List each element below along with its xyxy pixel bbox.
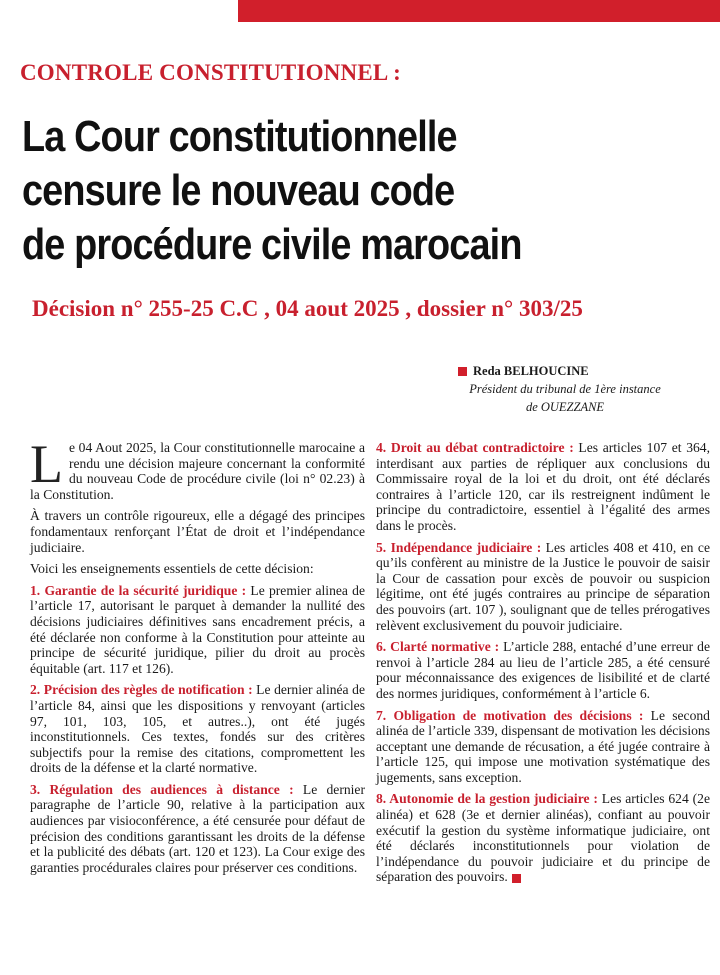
section-1-heading: 1. Garantie de la sécurité juridique : <box>30 582 247 598</box>
author-name: Reda BELHOUCINE <box>473 364 589 378</box>
section-7 <box>376 708 710 786</box>
intro-paragraph-2: À travers un contrôle rigoureux, elle a dégagé des principes fondamentaux renforçant l’État de droit et l’indépendance judiciaire. <box>30 508 365 555</box>
section-3-heading: 3. Régulation des audiences à distance : <box>30 781 294 797</box>
section-4 <box>376 440 710 534</box>
section-6 <box>376 639 710 701</box>
author-role-line-2: de OUEZZANE <box>525 400 605 414</box>
section-6-text: L’article 288, entaché d’une erreur de renvoi à l’article 284 au lieu de l’article 285, a été censuré pour méconnaissance des exigences de lisibilité et de clarté des normes juridiques, conformément à l’article 6. <box>376 639 710 701</box>
intro-text-1: e 04 Aout 2025, la Cour constitutionnelle marocaine a rendu une décision majeure concernant la conformité du nouveau Code de procédure civile (loi n° 02.23) à la Constitution. <box>30 440 365 502</box>
square-bullet-icon <box>458 367 467 376</box>
article-column-right <box>376 440 710 891</box>
drop-cap: L <box>30 434 63 494</box>
section-2-heading: 2. Précision des règles de notification : <box>30 682 253 698</box>
section-7-heading: 7. Obligation de motivation des décisions : <box>376 707 644 723</box>
section-5 <box>376 540 710 634</box>
section-3 <box>30 782 365 876</box>
section-7-text: Le second alinéa de l’article 339, dispensant de motivation les décisions acceptant une demande de récusation, a été jugée contraire à l’article 125, qui impose une motivation systématique des jugements, sans exception. <box>376 707 710 785</box>
intro-paragraph-3: Voici les enseignements essentiels de cette décision: <box>30 561 314 577</box>
decision-reference: Décision n° 255-25 C.C , 04 aout 2025 , dossier n° 303/25 <box>32 296 583 321</box>
article-column-left <box>30 434 366 881</box>
author-block <box>440 362 710 416</box>
section-6-heading: 6. Clarté normative : <box>376 639 500 655</box>
section-1 <box>30 583 365 677</box>
section-2 <box>30 682 365 776</box>
section-1-text: Le premier alinea de l’article 17, autorisant le parquet à demander la nullité des décisions judiciaires définitives sans encadrement précis, a été déclarée non conforme à la Constitution pour atteinte au principe de sécurité juridique, pilier du droit au procès équitable (art. 117 et 126). <box>30 582 366 676</box>
section-5-heading: 5. Indépendance judiciaire : <box>376 539 542 555</box>
intro-paragraph-1 <box>30 434 365 502</box>
section-3-text: Le dernier paragraphe de l’article 90, relative à la participation aux audiences par visioconférence, a été censurée pour défaut de précision des conditions garantissant les droits de la défense et la publicité des débats (art. 120 et 123). La Cour exige des garanties procédurales claires pour préserver ces conditions. <box>30 781 365 875</box>
end-mark-icon <box>512 874 521 883</box>
headline-line-3: de procédure civile marocain <box>22 220 522 269</box>
section-5-text: Les articles 408 et 410, en ce qu’ils confèrent au ministre de la Justice le pouvoir de saisir la Cour de cassation pour excès de pouvoir ou suspicion légitime, ont été jugés contraires au principe de séparation des pouvoirs (art. 107 ), soulignant que de telles prérogatives relèvent exclusivement du pouvoir judiciaire. <box>376 539 710 633</box>
section-8 <box>376 791 710 885</box>
headline-line-1: La Cour constitutionnelle <box>22 112 457 161</box>
section-8-heading: 8. Autonomie de la gestion judiciaire : <box>376 791 598 807</box>
section-4-text: Les articles 107 et 364, interdisant aux parties de répliquer aux conclusions du Commissaire royal de la loi et du droit, ont été déclarés contraires à l’article 120, car ils restreignent indûment le principe du contradictoire, essentiel à l’égalité des armes dans le procès. <box>376 440 710 533</box>
author-name-row <box>458 362 710 380</box>
author-role-line-1: Président du tribunal de 1ère instance <box>469 382 661 396</box>
headline <box>22 110 607 272</box>
section-8-text: Les articles 624 (2e alinéa) et 628 (3e et dernier alinéas), confiant au pouvoir exécutif la gestion du système informatique judiciaire, ont été déclarés inconstitutionnels pour violation de l’indépendance du pouvoir judiciaire et du principe de séparation des pouvoirs. <box>376 791 710 885</box>
top-accent-bar <box>238 0 720 22</box>
headline-line-2: censure le nouveau code <box>22 166 455 215</box>
section-kicker: CONTROLE CONSTITUTIONNEL : <box>20 60 401 85</box>
section-4-heading: 4. Droit au débat contradictoire : <box>376 440 574 455</box>
section-2-text: Le dernier alinéa de l’article 84, ainsi que les dispositions y renvoyant (articles 97, 101, 103, 105, et autres..), ont été jugés inconstitutionnels. Ces textes, fondés sur des critères subjectifs pour la remise des citations, compromettent les droits de la défense et la clarté normative. <box>30 682 365 776</box>
